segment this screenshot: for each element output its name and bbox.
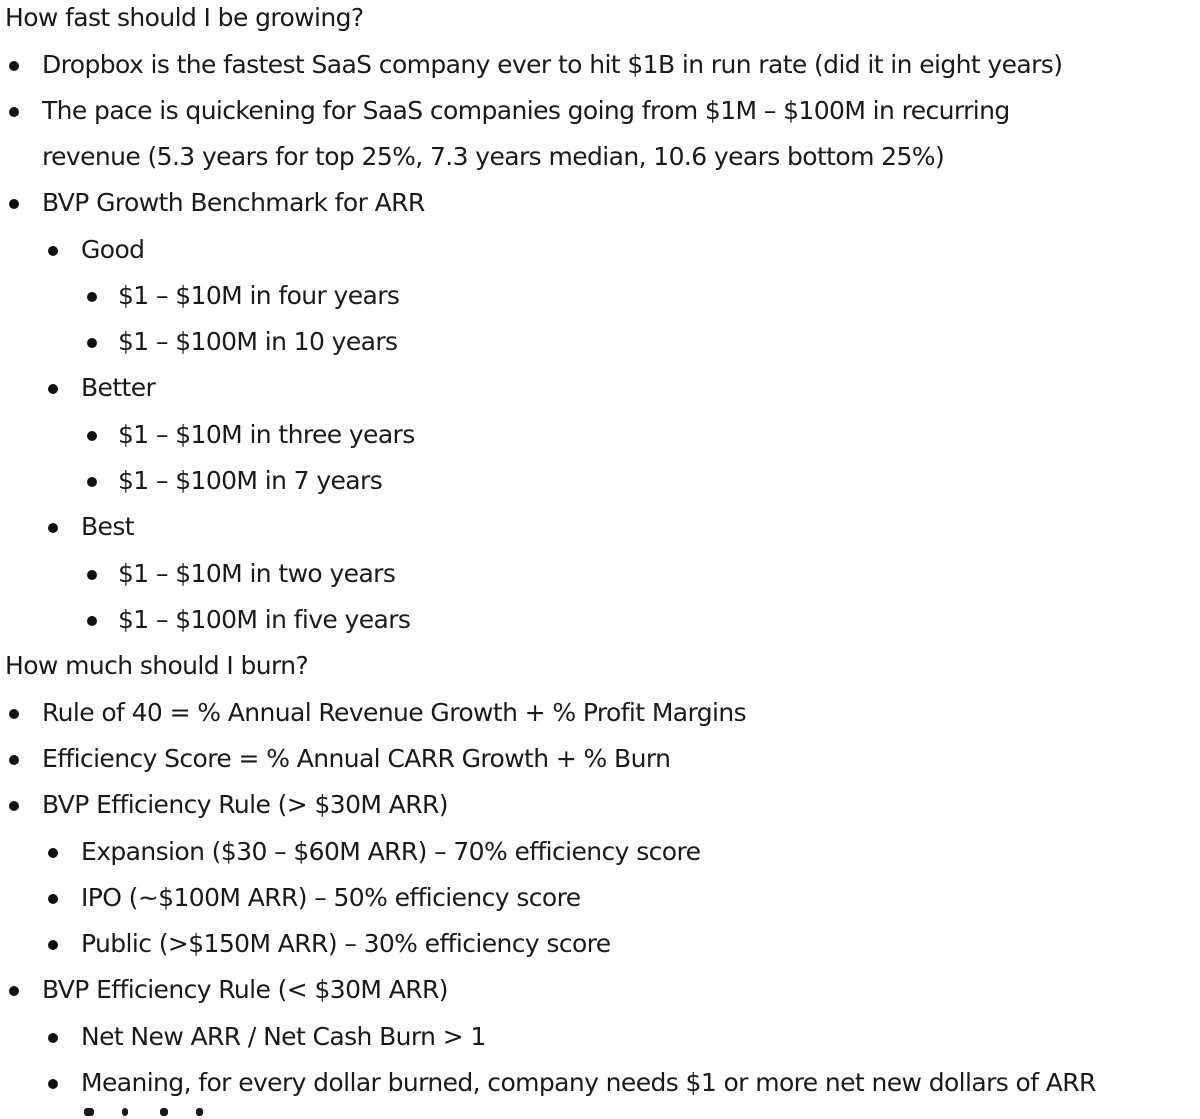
list-item: $1 – $10M in two years	[118, 559, 396, 588]
bullet-icon	[9, 107, 19, 117]
bullet-icon	[9, 709, 19, 719]
section-heading-burn: How much should I burn?	[5, 651, 309, 680]
list-item: Efficiency Score = % Annual CARR Growth + % Burn	[42, 744, 671, 773]
bullet-icon	[87, 338, 97, 348]
tier-label-good: Good	[81, 235, 145, 264]
list-item: Expansion ($30 – $60M ARR) – 70% efficiency score	[81, 837, 701, 866]
bullet-icon	[48, 894, 58, 904]
bullet-icon	[48, 523, 58, 533]
cut-off-glyph	[84, 1108, 94, 1116]
tier-label-best: Best	[81, 512, 134, 541]
bullet-icon	[48, 848, 58, 858]
bullet-icon	[87, 477, 97, 487]
list-item: Rule of 40 = % Annual Revenue Growth + % Profit Margins	[42, 698, 747, 727]
list-item: The pace is quickening for SaaS companies going from $1M – $100M in recurring	[42, 96, 1010, 125]
section-heading-growth: How fast should I be growing?	[5, 3, 364, 32]
bullet-icon	[48, 246, 58, 256]
tier-label-better: Better	[81, 373, 156, 402]
cut-off-glyph	[196, 1108, 203, 1116]
cut-off-glyph	[160, 1108, 168, 1116]
cut-off-text-line	[0, 1104, 1200, 1119]
bullet-icon	[9, 755, 19, 765]
bullet-icon	[87, 570, 97, 580]
list-item: IPO (~$100M ARR) – 50% efficiency score	[81, 883, 581, 912]
list-item: $1 – $100M in five years	[118, 605, 411, 634]
bullet-icon	[48, 1033, 58, 1043]
bullet-icon	[87, 431, 97, 441]
list-item: $1 – $10M in three years	[118, 420, 415, 449]
list-item: Net New ARR / Net Cash Burn > 1	[81, 1022, 486, 1051]
bullet-icon	[9, 61, 19, 71]
list-item: $1 – $100M in 7 years	[118, 466, 383, 495]
list-item: $1 – $10M in four years	[118, 281, 400, 310]
list-item: Dropbox is the fastest SaaS company ever to hit $1B in run rate (did it in eight years)	[42, 50, 1063, 79]
bullet-icon	[9, 801, 19, 811]
bullet-icon	[87, 292, 97, 302]
bullet-icon	[48, 384, 58, 394]
list-item: Public (>$150M ARR) – 30% efficiency score	[81, 929, 611, 958]
bullet-icon	[9, 986, 19, 996]
list-item: BVP Growth Benchmark for ARR	[42, 188, 425, 217]
bullet-icon	[48, 940, 58, 950]
list-item: BVP Efficiency Rule (> $30M ARR)	[42, 790, 448, 819]
bullet-icon	[9, 199, 19, 209]
list-item-continuation: revenue (5.3 years for top 25%, 7.3 years median, 10.6 years bottom 25%)	[42, 142, 945, 171]
list-item: $1 – $100M in 10 years	[118, 327, 398, 356]
bullet-icon	[48, 1079, 58, 1089]
cut-off-glyph	[122, 1108, 128, 1116]
list-item: BVP Efficiency Rule (< $30M ARR)	[42, 975, 448, 1004]
list-item: Meaning, for every dollar burned, company needs $1 or more net new dollars of ARR	[81, 1068, 1096, 1097]
bullet-icon	[87, 616, 97, 626]
